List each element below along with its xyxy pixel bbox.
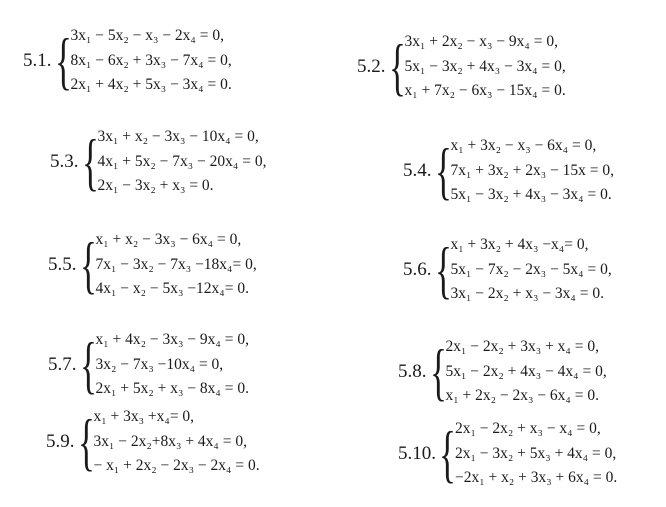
problem-5-8 [398,335,607,409]
equation: x₁ + 3x₂ − x₃ − 6x₄ = 0, [450,137,597,154]
equation: 3x₁ − 2x₂+8x₃ + 4x₄ = 0, [93,432,247,450]
system-brace: { [429,335,447,407]
equation-system [446,335,607,409]
equation: 4x₁ + 5x₂ − 7x₃ − 20x₄ = 0, [97,152,267,170]
equation-system [451,134,615,208]
equation: 3x₁ − 5x₂ − x₃ − 2x₄ = 0, [70,27,224,44]
system-brace: { [79,328,97,400]
equation: −2x₁ + x₂ + 3x₃ + 6x₄ = 0. [455,469,618,486]
problem-number: 5.8. [398,360,427,382]
problem-5-7 [48,328,249,402]
equation: 2x₁ + 4x₂ + 5x₃ − 3x₄ = 0. [70,76,232,93]
equation: 5x₁ − 2x₂ + 4x₃ − 4x₄ = 0, [445,362,607,380]
equation: 3x₁ − 2x₂ + x₃ − 3x₄ = 0. [450,285,604,302]
problem-5-3 [50,125,266,199]
equation-system [455,417,617,491]
equation-system [71,24,232,98]
equation: x₁ + 4x₂ − 3x₃ − 9x₄ = 0, [95,331,249,348]
equation-system [94,405,260,479]
problem-number: 5.7. [48,353,77,375]
problem-number: 5.4. [403,159,432,181]
problem-number: 5.1. [23,49,52,71]
problem-5-10 [398,417,617,491]
equation: x₁ + 3x₃ +x₄= 0, [93,408,195,425]
equation: x₁ + 2x₂ − 2x₃ − 6x₄ = 0. [445,387,599,404]
equation: 2x₁ − 3x₂ + 5x₃ + 4x₄ = 0, [455,444,617,462]
problem-5-9 [46,405,260,479]
problem-5-1 [23,24,232,98]
equation: 8x₁ − 6x₂ + 3x₃ − 7x₄ = 0, [70,51,232,69]
equation: x₁ + 7x₂ − 6x₃ − 15x₄ = 0. [404,82,566,99]
problem-number: 5.6. [403,258,432,280]
equation: 5x₁ − 3x₂ + 4x₃ − 3x₄ = 0, [404,57,566,75]
equation-system [96,328,249,402]
equation: 3x₁ + 2x₂ − x₃ − 9x₄ = 0, [404,33,558,50]
equation: 2x₁ − 2x₂ + 3x₃ + x₄ = 0, [445,338,599,355]
equation: 7x₁ − 3x₂ − 7x₃ −18x₄= 0, [95,255,257,273]
equation: 5x₁ − 3x₂ + 4x₃ − 3x₄ = 0. [450,186,612,203]
equation: 3x₂ − 7x₃ −10x₄ = 0, [95,355,224,373]
equation: 2x₁ + 5x₂ + x₃ − 8x₄ = 0. [95,380,249,397]
equation: 5x₁ − 7x₂ − 2x₃ − 5x₄ = 0, [450,260,612,278]
equation-system [96,228,257,302]
equation: 2x₁ − 3x₂ + x₃ = 0. [97,177,214,194]
system-brace: { [54,24,72,96]
system-brace: { [434,233,452,305]
equation: 2x₁ − 2x₂ + x₃ − x₄ = 0, [455,420,601,437]
equation: 3x₁ + x₂ − 3x₃ − 10x₄ = 0, [97,128,259,145]
system-brace: { [388,30,406,102]
problem-number: 5.2. [357,55,386,77]
problem-5-2 [357,30,566,104]
equation: x₁ + x₂ − 3x₃ − 6x₄ = 0, [95,231,242,248]
problem-5-4 [403,134,614,208]
problem-number: 5.3. [50,150,79,172]
problem-5-6 [403,233,612,307]
equation: 4x₁ − x₂ − 5x₃ −12x₄= 0. [95,280,249,297]
equation: 7x₁ + 3x₂ + 2x₃ − 15x = 0, [450,161,615,179]
system-brace: { [439,417,456,489]
problem-number: 5.10. [398,442,436,464]
equation: x₁ + 3x₂ + 4x₃ −x₄= 0, [450,236,589,253]
equation-system [451,233,612,307]
problem-number: 5.9. [46,430,75,452]
system-brace: { [79,228,97,300]
system-brace: { [81,125,99,197]
problem-5-5 [48,228,257,302]
equation-system [98,125,267,199]
equation-system [405,30,566,104]
system-brace: { [434,134,452,206]
equation: − x₁ + 2x₂ − 2x₃ − 2x₄ = 0. [93,457,260,474]
problem-number: 5.5. [48,253,77,275]
system-brace: { [77,405,95,477]
